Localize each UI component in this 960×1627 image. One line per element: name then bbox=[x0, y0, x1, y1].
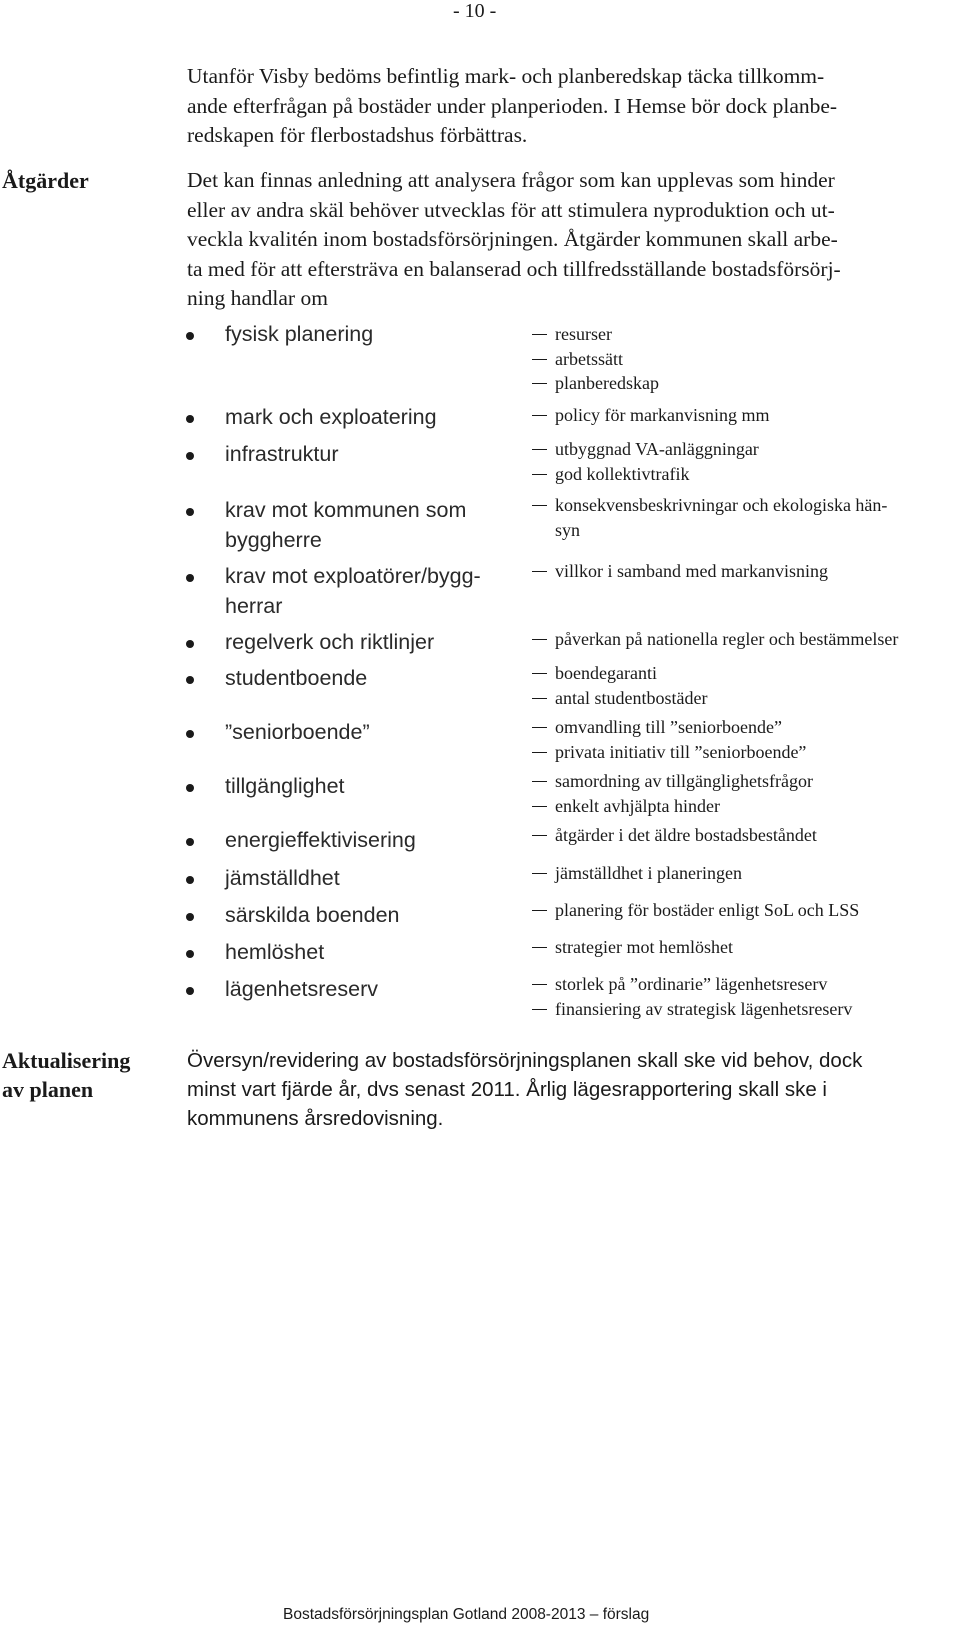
sub-item: antal studentbostäder bbox=[532, 686, 960, 711]
page-footer: Bostadsförsörjningsplan Gotland 2008-2013 – förslag bbox=[283, 1606, 650, 1623]
page-number: - 10 - bbox=[453, 0, 497, 22]
bullet-dot-icon bbox=[186, 332, 194, 340]
bullet-label: särskilda boenden bbox=[225, 903, 400, 927]
sub-item: enkelt avhjälpta hinder bbox=[532, 794, 960, 819]
bullet-sub-list bbox=[532, 861, 960, 886]
margin-label-atgarder: Åtgärder bbox=[2, 168, 89, 193]
sub-item: konsekvensbeskrivningar och ekologiska hän- bbox=[532, 493, 960, 518]
bullet-label-line: byggherre bbox=[225, 527, 322, 552]
bullet-label: tillgänglighet bbox=[225, 774, 345, 798]
bullet-label: energieffektivisering bbox=[225, 828, 416, 852]
bullet-dot-icon bbox=[186, 950, 194, 958]
sub-item: privata initiativ till ”seniorboende” bbox=[532, 740, 960, 765]
bullet-label bbox=[225, 562, 515, 621]
text-line: ta med för att eftersträva en balanserad och tillfredsställande bostadsförsörj- bbox=[187, 256, 841, 281]
text-line: veckla kvalitén inom bostadsförsörjningen. Åtgärder kommunen skall arbe- bbox=[187, 227, 838, 251]
atgarder-paragraph bbox=[187, 166, 957, 314]
bullet-label: regelverk och riktlinjer bbox=[225, 630, 435, 654]
sub-item: omvandling till ”seniorboende” bbox=[532, 715, 960, 740]
bullet-dot-icon bbox=[186, 415, 194, 423]
text-line: Det kan finnas anledning att analysera frågor som kan upplevas som hinder bbox=[187, 168, 835, 192]
bullet-sub-list bbox=[532, 322, 960, 396]
bullet-sub-list bbox=[532, 935, 960, 960]
margin-label-aktualisering bbox=[2, 1046, 130, 1104]
sub-item: strategier mot hemlöshet bbox=[532, 935, 960, 960]
sub-item: planering för bostäder enligt SoL och LSS bbox=[532, 898, 960, 923]
bullet-sub-list bbox=[532, 493, 960, 542]
bullet-sub-list bbox=[532, 627, 960, 652]
bullet-dot-icon bbox=[186, 508, 194, 516]
sub-item: policy för markanvisning mm bbox=[532, 403, 960, 428]
bullet-dot-icon bbox=[186, 987, 194, 995]
margin-label-line: Aktualisering bbox=[2, 1048, 131, 1073]
text-line: ning handlar om bbox=[187, 286, 328, 310]
sub-item: finansiering av strategisk lägenhetsreserv bbox=[532, 997, 960, 1022]
bullet-dot-icon bbox=[186, 838, 194, 846]
sub-item: syn bbox=[555, 519, 581, 540]
bullet-sub-list bbox=[532, 437, 960, 486]
sub-item: utbyggnad VA-anläggningar bbox=[532, 437, 960, 462]
sub-item: god kollektivtrafik bbox=[532, 462, 960, 487]
bullet-sub-list bbox=[532, 661, 960, 710]
text-line: Översyn/revidering av bostadsförsörjningsplanen skall ske vid behov, dock bbox=[187, 1049, 863, 1072]
bullet-label: jämställdhet bbox=[225, 866, 340, 890]
aktualisering-paragraph bbox=[187, 1046, 957, 1133]
bullet-dot-icon bbox=[186, 913, 194, 921]
bullet-label bbox=[225, 496, 515, 555]
bullet-sub-list bbox=[532, 823, 960, 848]
sub-item: villkor i samband med markanvisning bbox=[532, 559, 960, 584]
bullet-sub-list bbox=[532, 769, 960, 818]
bullet-sub-list bbox=[532, 972, 960, 1021]
text-line: ande efterfrågan på bostäder under planperioden. I Hemse bör dock planbe- bbox=[187, 93, 838, 118]
text-line: minst vart fjärde år, dvs senast 2011. Årlig lägesrapportering skall ske i bbox=[187, 1078, 827, 1101]
bullet-dot-icon bbox=[186, 574, 194, 582]
sub-item: påverkan på nationella regler och bestämmelser bbox=[532, 627, 960, 652]
bullet-label: fysisk planering bbox=[225, 322, 374, 346]
sub-item: samordning av tillgänglighetsfrågor bbox=[532, 769, 960, 794]
margin-label-line: av planen bbox=[2, 1077, 94, 1102]
sub-item: jämställdhet i planeringen bbox=[532, 861, 960, 886]
bullet-dot-icon bbox=[186, 676, 194, 684]
intro-paragraph bbox=[187, 62, 957, 151]
bullet-sub-list bbox=[532, 715, 960, 764]
sub-item: åtgärder i det äldre bostadsbeståndet bbox=[532, 823, 960, 848]
bullet-label-line: krav mot exploatörer/bygg- bbox=[225, 564, 481, 588]
sub-item: resurser bbox=[532, 322, 960, 347]
bullet-label-line: krav mot kommunen som bbox=[225, 498, 467, 522]
bullet-dot-icon bbox=[186, 876, 194, 884]
bullet-dot-icon bbox=[186, 452, 194, 460]
bullet-label: hemlöshet bbox=[225, 940, 325, 964]
bullet-dot-icon bbox=[186, 730, 194, 738]
sub-item: planberedskap bbox=[532, 371, 960, 396]
text-line: kommunens årsredovisning. bbox=[187, 1107, 444, 1130]
bullet-label: ”seniorboende” bbox=[225, 720, 370, 744]
bullet-label: mark och exploatering bbox=[225, 405, 437, 429]
bullet-sub-list bbox=[532, 403, 960, 428]
bullet-sub-list bbox=[532, 898, 960, 923]
bullet-label: studentboende bbox=[225, 666, 368, 690]
sub-item: boendegaranti bbox=[532, 661, 960, 686]
bullet-dot-icon bbox=[186, 640, 194, 648]
bullet-sub-list bbox=[532, 559, 960, 584]
text-line: Utanför Visby bedöms befintlig mark- och planberedskap täcka tillkomm- bbox=[187, 64, 825, 88]
text-line: eller av andra skäl behöver utvecklas för att stimulera nyproduktion och ut- bbox=[187, 197, 835, 222]
bullet-label: lägenhetsreserv bbox=[225, 977, 378, 1001]
sub-item: arbetssätt bbox=[532, 347, 960, 372]
bullet-dot-icon bbox=[186, 784, 194, 792]
bullet-label-line: herrar bbox=[225, 593, 283, 618]
bullet-label: infrastruktur bbox=[225, 442, 339, 466]
text-line: redskapen för flerbostadshus förbättras. bbox=[187, 123, 528, 147]
sub-item: storlek på ”ordinarie” lägenhetsreserv bbox=[532, 972, 960, 997]
